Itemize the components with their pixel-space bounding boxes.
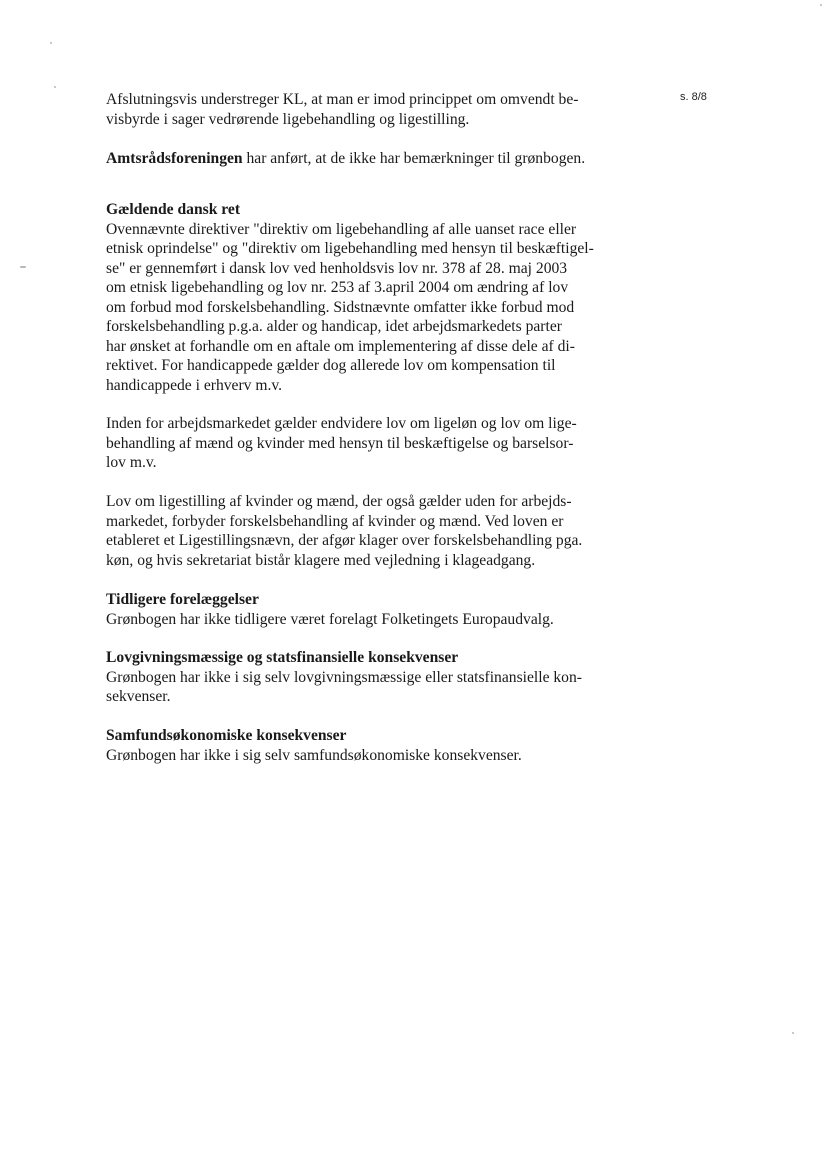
section-heading: Lovgivningsmæssige og statsfinansielle konsekvenser <box>106 649 459 666</box>
text-line: Afslutningsvis understreger KL, at man er imod princippet om omvendt be- <box>106 91 579 108</box>
text-line: visbyrde i sager vedrørende ligebehandling og ligestilling. <box>106 110 470 128</box>
section-heading: Gældende dansk ret <box>106 201 241 218</box>
scan-speck <box>50 42 52 44</box>
text-line: markedet, forbyder forskelsbehandling af kvinder og mænd. Ved loven er <box>106 512 564 530</box>
text-line: Ovennævnte direktiver "direktiv om ligebehandling af alle uanset race eller <box>106 220 577 238</box>
organization-name: Amtsrådsforeningen <box>106 150 243 167</box>
scan-speck <box>820 4 822 6</box>
section-heading: Tidligere forelæggelser <box>106 591 259 608</box>
text-line: behandling af mænd og kvinder med hensyn til beskæftigelse og barselsor- <box>106 434 574 452</box>
text-line: Lov om ligestilling af kvinder og mænd, der også gælder uden for arbejds- <box>106 493 572 510</box>
amtsraad-paragraph <box>106 149 626 169</box>
section-heading: Samfundsøkonomiske konsekvenser <box>106 727 347 744</box>
gaeldende-section <box>106 200 626 395</box>
page-number: s. 8/8 <box>680 91 707 103</box>
text-line: Grønbogen har ikke i sig selv samfundsøkonomiske konsekvenser. <box>106 746 522 764</box>
text-line: om etnisk ligebehandling og lov nr. 253 af 3.april 2004 om ændring af lov <box>106 279 569 296</box>
statement-text: har anført, at de ikke har bemærkninger til grønbogen. <box>242 150 586 167</box>
text-line: køn, og hvis sekretariat bistår klagere med vejledning i klageadgang. <box>106 551 536 569</box>
text-line: om forbud mod forskelsbehandling. Sidstnævnte omfatter ikke forbud mod <box>106 298 575 316</box>
text-line: etnisk oprindelse" og "direktiv om ligebehandling med hensyn til beskæftigel- <box>106 240 594 257</box>
text-line: se" er gennemført i dansk lov ved henholdsvis lov nr. 378 af 28. maj 2003 <box>106 259 568 277</box>
text-line: rektivet. For handicappede gælder dog allerede lov om kompensation til <box>106 357 556 374</box>
text-line: har ønsket at forhandle om en aftale om implementering af disse dele af di- <box>106 337 575 355</box>
arbejdsmarked-paragraph <box>106 414 626 473</box>
text-line: sekvenser. <box>106 688 171 705</box>
text-line: Inden for arbejdsmarkedet gælder endvidere lov om ligeløn og lov om lige- <box>106 415 577 432</box>
text-line: lov m.v. <box>106 454 157 471</box>
text-line <box>106 149 626 169</box>
text-line: Grønbogen har ikke tidligere været forelagt Folketingets Europaudvalg. <box>106 610 554 628</box>
tidligere-section <box>106 590 626 629</box>
ligestilling-paragraph <box>106 492 626 570</box>
scan-speck <box>792 1032 794 1034</box>
lovgivning-section <box>106 648 626 707</box>
samfund-section <box>106 726 626 765</box>
text-line: etableret et Ligestillingsnævn, der afgør klager over forskelsbehandling pga. <box>106 532 583 549</box>
text-line: handicappede i erhverv m.v. <box>106 376 283 394</box>
text-line: forskelsbehandling p.g.a. alder og handicap, idet arbejdsmarkedets parter <box>106 318 562 335</box>
intro-paragraph <box>106 90 626 129</box>
text-line: Grønbogen har ikke i sig selv lovgivningsmæssige eller statsfinansielle kon- <box>106 668 582 686</box>
scan-speck <box>20 266 26 268</box>
scan-speck <box>54 86 56 88</box>
